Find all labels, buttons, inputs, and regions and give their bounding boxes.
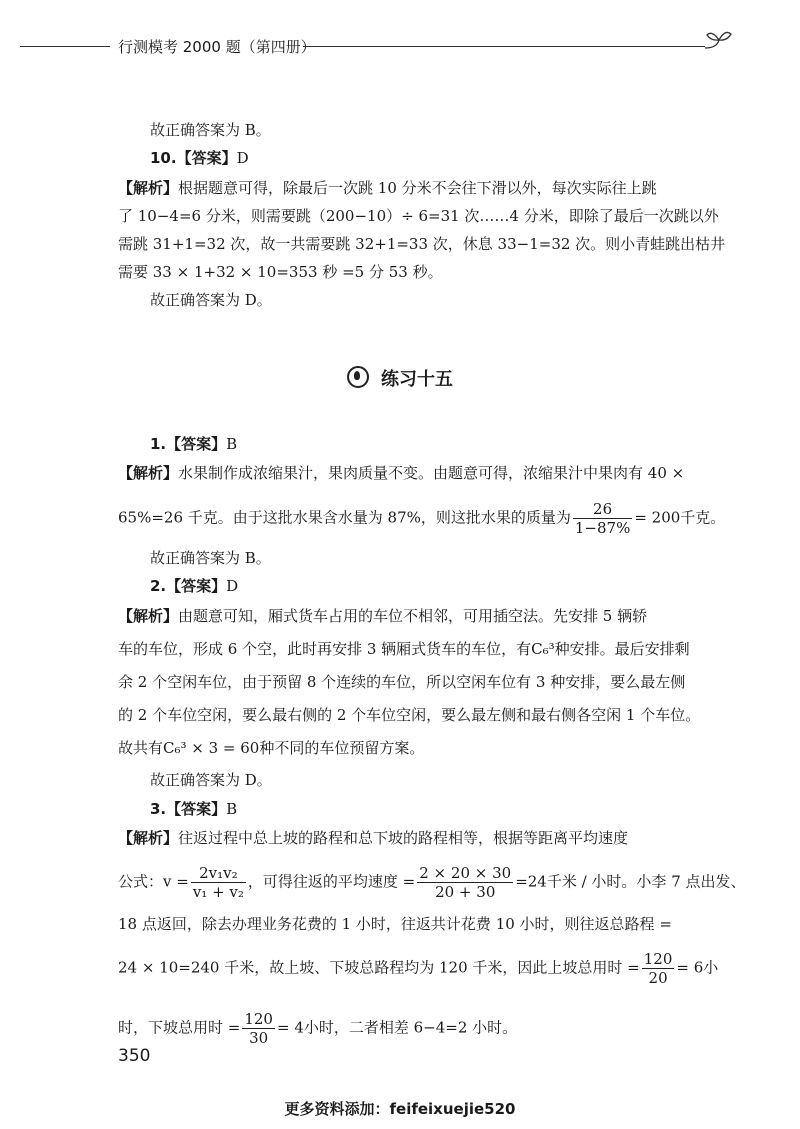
explanation-line [118, 824, 728, 852]
text-line: 故正确答案为 B。 [150, 549, 271, 567]
text-segment: ，可得往返的平均速度 = [247, 872, 416, 891]
section-heading [0, 365, 800, 391]
explanation-text: 水果制作成浓缩果汁，果肉质量不变。由题意可得，浓缩果汁中果肉有 40 × [178, 464, 685, 482]
footer-text: 更多资料添加：feifeixuejie520 [284, 1100, 516, 1118]
running-header [20, 34, 720, 58]
explanation-text: 往返过程中总上坡的路程和总下坡的路程相等，根据等距离平均速度 [178, 829, 629, 847]
answer-line [150, 144, 760, 172]
answer-line [150, 572, 760, 600]
answer-value: D [226, 577, 239, 595]
text-line: 车的车位，形成 6 个空，此时再安排 3 辆厢式货车的车位，有C₆³种安排。最后安排剩 [118, 640, 690, 658]
section-icon [347, 366, 369, 388]
answer-line [150, 795, 760, 823]
fraction-numerator: 2v₁v₂ [191, 864, 246, 883]
explanation-line [118, 174, 728, 202]
text-line: 故共有C₆³ × 3 = 60种不同的车位预留方案。 [118, 739, 425, 757]
answer-value: D [236, 149, 249, 167]
explanation-text: 由题意可知，厢式货车占用的车位不相邻，可用插空法。先安排 5 辆轿 [178, 607, 648, 625]
explanation-line [118, 459, 728, 487]
fraction-numerator: 26 [573, 500, 632, 519]
text-segment: = 4小时，二者相差 6−4=2 小时。 [276, 1018, 518, 1037]
formula-line [118, 950, 728, 987]
page-number: 350 [118, 1046, 151, 1066]
fraction-numerator: 120 [643, 950, 673, 968]
text-line: 需要 33 × 1+32 × 10=353 秒 =5 分 53 秒。 [118, 263, 443, 281]
explanation-tag: 【解析】 [118, 829, 179, 847]
text-line: 的 2 个车位空闲，要么最右侧的 2 个车位空闲，要么最左侧和最右侧各空闲 1 个车位。 [118, 706, 701, 724]
explanation-line [118, 602, 728, 630]
header-title: 行测模考 2000 题（第四册） [118, 38, 316, 56]
text-segment: = 6小 [676, 958, 719, 977]
text-line: 故正确答案为 D。 [150, 291, 272, 309]
text-line: 故正确答案为 B。 [150, 121, 271, 139]
answer-line [150, 430, 760, 458]
fraction-denominator: 30 [249, 1029, 269, 1047]
fraction [642, 950, 675, 987]
text-segment: 24 × 10=240 千米，故上坡、下坡总路程均为 120 千米，因此上坡总用时 = [118, 958, 640, 977]
explanation-tag: 【解析】 [118, 607, 179, 625]
fraction [417, 864, 513, 901]
formula-line [118, 500, 728, 537]
text-segment: 65%=26 千克。由于这批水果含水量为 87%，则这批水果的质量为 [118, 508, 571, 527]
text-line: 了 10−4=6 分米，则需要跳（200−10）÷ 6=31 次……4 分米，即除了最后一次跳以外 [118, 207, 719, 225]
fraction-numerator: 2 × 20 × 30 [419, 864, 512, 882]
explanation-tag: 【解析】 [118, 179, 179, 197]
explanation-tag: 【解析】 [118, 464, 179, 482]
text-line: 需跳 31+1=32 次，故一共需要跳 32+1=33 次，休息 33−1=32 次。则小青蛙跳出枯井 [118, 235, 726, 253]
answer-value: B [226, 800, 238, 818]
sprout-icon [703, 26, 733, 54]
formula-line [118, 1010, 728, 1047]
fraction [573, 500, 632, 537]
section-title: 练习十五 [381, 369, 453, 390]
text-line: 余 2 个空闲车位，由于预留 8 个连续的车位，所以空闲车位有 3 种安排，要么最左侧 [118, 673, 686, 691]
fraction-denominator: v₁ + v₂ [192, 883, 244, 901]
text-segment: =24千米 / 小时。小李 7 点出发、 [515, 872, 746, 891]
text-segment: 时，下坡总用时 = [118, 1018, 241, 1037]
text-line: 故正确答案为 D。 [150, 771, 272, 789]
text-segment: 公式：v = [118, 872, 189, 891]
fraction-numerator: 120 [244, 1010, 273, 1028]
fraction [191, 864, 246, 901]
fraction-denominator: 1−87% [574, 519, 631, 537]
header-rule-left [20, 46, 110, 47]
fraction-denominator: 20 [648, 969, 668, 987]
answer-tag: 10.【答案】 [150, 149, 237, 167]
text-segment: = 200千克。 [634, 508, 726, 527]
answer-tag: 3.【答案】 [150, 800, 227, 818]
answer-tag: 1.【答案】 [150, 435, 227, 453]
fraction [242, 1010, 275, 1047]
answer-value: B [226, 435, 238, 453]
answer-tag: 2.【答案】 [150, 577, 227, 595]
explanation-text: 根据题意可得，除最后一次跳 10 分米不会往下滑以外，每次实际往上跳 [178, 179, 657, 197]
text-line: 18 点返回，除去办理业务花费的 1 小时，往返共计花费 10 小时，则往返总路程 = [118, 915, 672, 933]
header-rule-right [303, 46, 705, 47]
formula-line [118, 864, 746, 901]
fraction-denominator: 20 + 30 [435, 883, 496, 901]
